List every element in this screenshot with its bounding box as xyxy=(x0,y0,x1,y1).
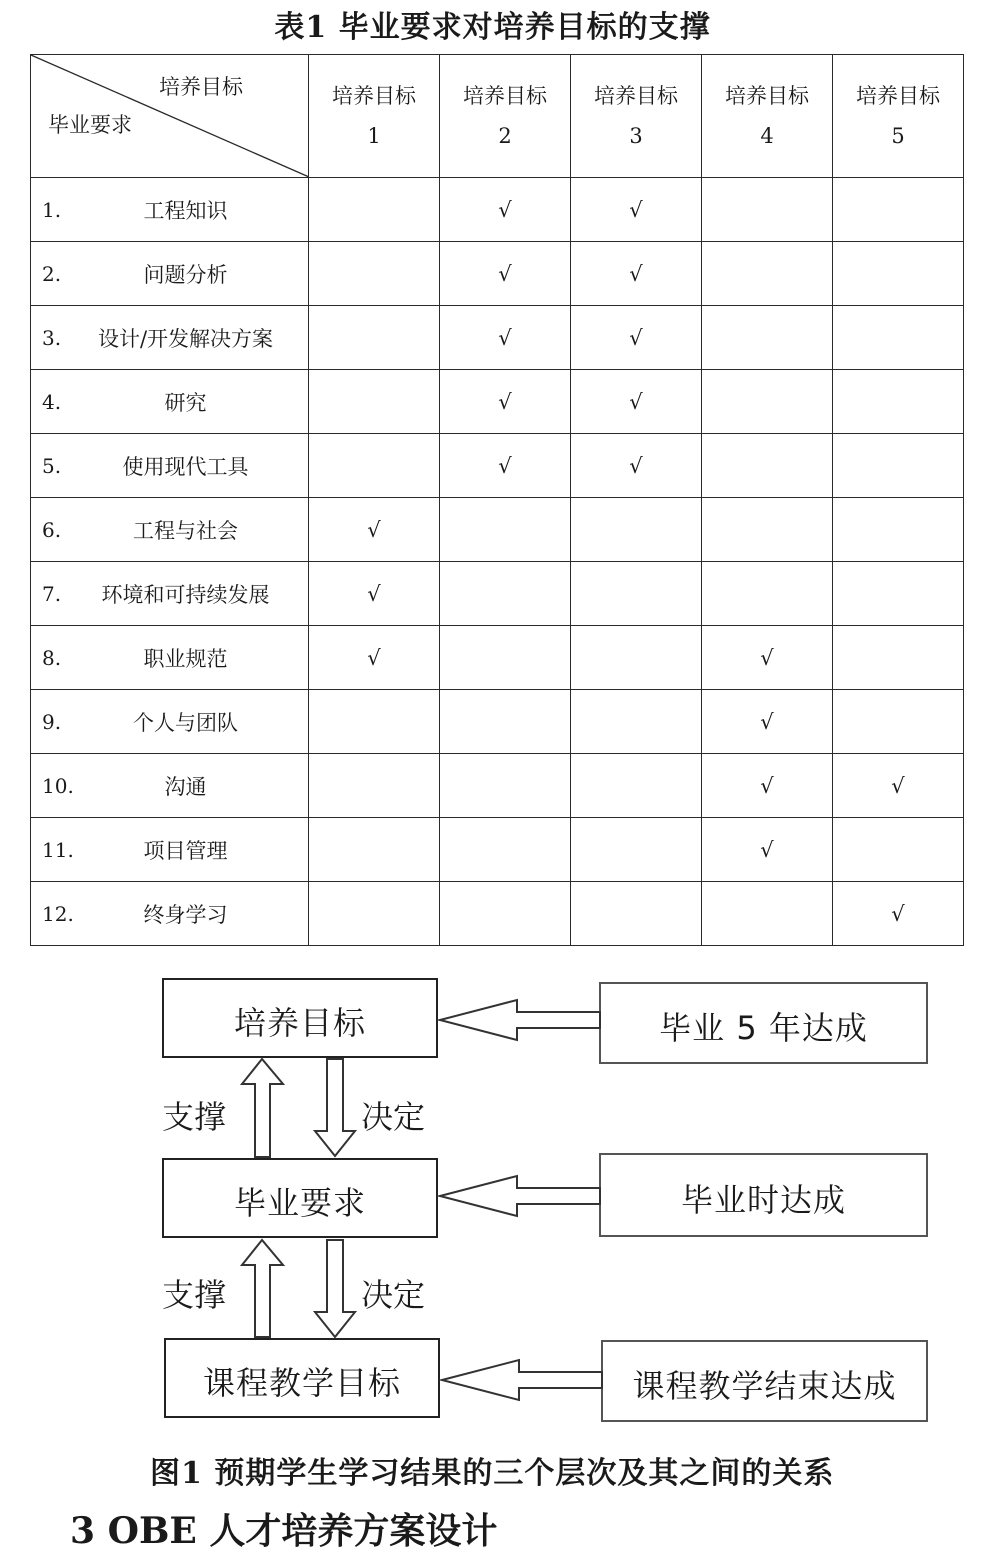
requirement-number: 1. xyxy=(42,198,62,222)
header-goal-1: 培养目标 1 xyxy=(309,55,440,178)
requirement-name: 使用现代工具 xyxy=(122,454,249,479)
support-mark-cell: √ xyxy=(833,882,964,946)
corner-requirement-label: 毕业要求 xyxy=(48,113,132,137)
level-3-timing: 课程教学结束达成 xyxy=(632,1367,897,1405)
requirement-number: 12. xyxy=(42,902,74,926)
arrow-left-3 xyxy=(442,1360,602,1400)
requirement-number: 5. xyxy=(42,454,62,478)
support-mark-cell: √ xyxy=(571,178,702,242)
support-mark-cell: √ xyxy=(571,434,702,498)
support-mark-cell: √ xyxy=(440,434,571,498)
header-goal-4: 培养目标 4 xyxy=(702,55,833,178)
requirement-name: 问题分析 xyxy=(143,262,228,287)
requirement-name: 研究 xyxy=(164,390,207,415)
requirement-number: 3. xyxy=(42,326,62,350)
requirement-name: 项目管理 xyxy=(143,838,228,863)
level-2-timing: 毕业时达成 xyxy=(680,1181,846,1219)
level-1-label: 培养目标 xyxy=(233,1004,366,1042)
requirement-number: 7. xyxy=(42,582,62,606)
requirement-number: 9. xyxy=(42,710,62,734)
header-goal-3: 培养目标 3 xyxy=(571,55,702,178)
decide-label-1: 决定 xyxy=(361,1098,426,1136)
arrow-support-up-2 xyxy=(242,1240,283,1337)
requirement-number: 4. xyxy=(42,390,62,414)
support-label-2: 支撑 xyxy=(162,1276,227,1314)
arrow-decide-down-1 xyxy=(315,1059,355,1156)
requirement-name: 设计/开发解决方案 xyxy=(97,326,274,351)
header-goal-5: 培养目标 5 xyxy=(833,55,964,178)
requirement-name: 职业规范 xyxy=(143,646,228,671)
support-mark-cell: √ xyxy=(571,306,702,370)
requirement-number: 6. xyxy=(42,518,62,542)
support-label-1: 支撑 xyxy=(162,1098,227,1136)
support-mark-cell: √ xyxy=(309,626,440,690)
requirement-number: 8. xyxy=(42,646,62,670)
requirement-name: 工程知识 xyxy=(143,198,228,223)
table-title: 表1 毕业要求对培养目标的支撑 xyxy=(274,10,711,45)
support-mark-cell: √ xyxy=(440,306,571,370)
support-mark-cell: √ xyxy=(440,178,571,242)
support-mark-cell: √ xyxy=(440,242,571,306)
requirement-number: 11. xyxy=(42,838,74,862)
arrow-decide-down-2 xyxy=(315,1240,355,1337)
header-goal-2: 培养目标 2 xyxy=(440,55,571,178)
support-mark-cell: √ xyxy=(702,690,833,754)
support-mark-cell: √ xyxy=(702,754,833,818)
requirement-name: 终身学习 xyxy=(143,902,228,927)
requirement-name: 环境和可持续发展 xyxy=(101,582,270,607)
support-mark-cell: √ xyxy=(702,818,833,882)
support-mark-cell: √ xyxy=(702,626,833,690)
support-mark-cell: √ xyxy=(571,242,702,306)
requirement-name: 工程与社会 xyxy=(133,518,238,543)
support-mark-cell: √ xyxy=(309,562,440,626)
section-heading: 3 OBE 人才培养方案设计 xyxy=(70,1510,498,1552)
support-mark-cell: √ xyxy=(571,370,702,434)
level-1-timing: 毕业 5 年达成 xyxy=(659,1009,868,1047)
requirement-number: 2. xyxy=(42,262,62,286)
support-mark-cell: √ xyxy=(833,754,964,818)
level-2-label: 毕业要求 xyxy=(233,1184,366,1222)
arrow-left-2 xyxy=(440,1176,600,1216)
level-3-label: 课程教学目标 xyxy=(202,1364,401,1402)
figure-caption: 图1 预期学生学习结果的三个层次及其之间的关系 xyxy=(150,1456,835,1491)
decide-label-2: 决定 xyxy=(361,1276,426,1314)
requirement-name: 个人与团队 xyxy=(133,710,238,735)
arrow-left-1 xyxy=(440,1000,600,1040)
corner-goal-label: 培养目标 xyxy=(159,75,243,99)
requirement-name: 沟通 xyxy=(164,774,207,799)
support-mark-cell: √ xyxy=(309,498,440,562)
arrow-support-up-1 xyxy=(242,1059,283,1157)
requirement-number: 10. xyxy=(42,774,74,798)
support-mark-cell: √ xyxy=(440,370,571,434)
